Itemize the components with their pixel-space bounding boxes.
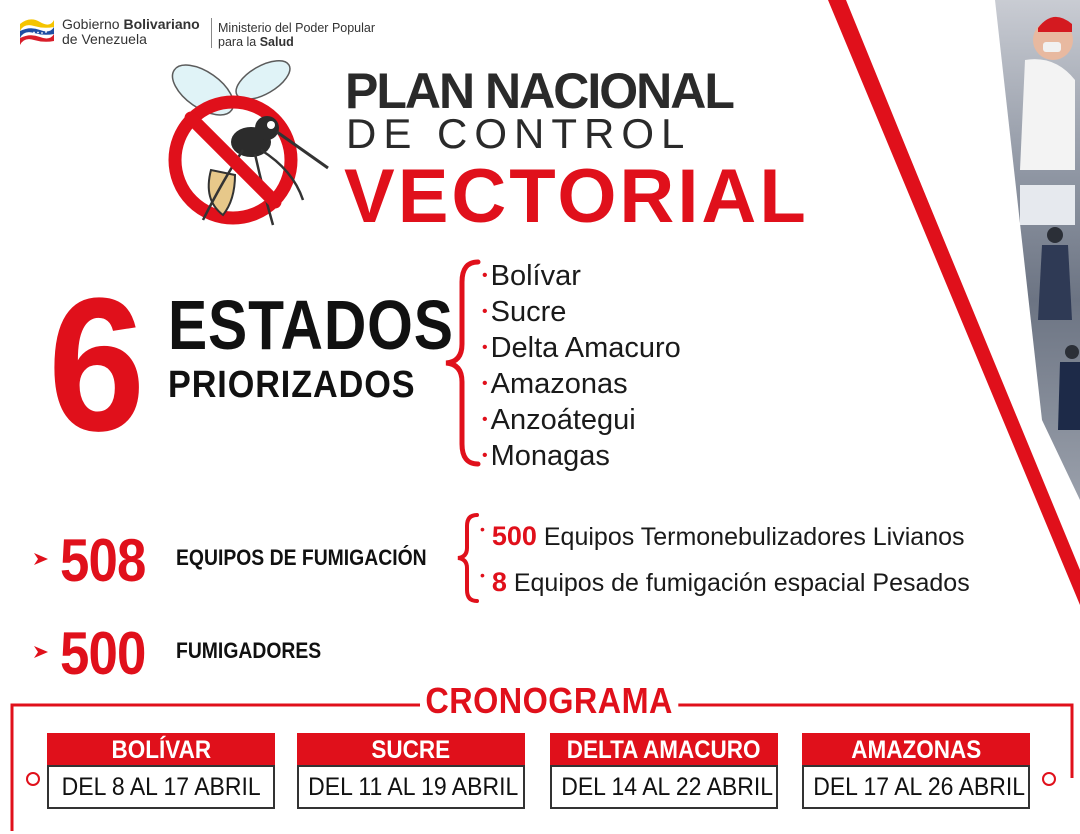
header-divider bbox=[211, 18, 212, 48]
mosquito-prohibited-icon bbox=[163, 50, 343, 230]
states-count: 6 bbox=[48, 259, 146, 471]
ministry-label: Ministerio del Poder Popular para la Salud bbox=[218, 21, 376, 49]
schedule-dates: DEL 17 AL 26 ABRIL bbox=[813, 773, 1026, 801]
states-list bbox=[482, 258, 681, 474]
schedule-card-bolivar bbox=[47, 733, 275, 813]
schedule-title: CRONOGRAMA bbox=[420, 680, 678, 722]
fumigators-label: FUMIGADORES bbox=[176, 638, 322, 663]
list-item: • Bolívar bbox=[482, 260, 581, 292]
frame-endcap bbox=[26, 772, 40, 786]
prioritized-label: PRIORIZADOS bbox=[168, 364, 416, 406]
venezuela-flag-icon bbox=[18, 14, 56, 46]
government-label: Gobierno Bolivariano de Venezuela bbox=[62, 16, 200, 47]
list-item: • Delta Amacuro bbox=[482, 332, 681, 364]
schedule-dates: DEL 8 AL 17 ABRIL bbox=[61, 773, 261, 801]
schedule-dates: DEL 11 AL 19 ABRIL bbox=[308, 773, 519, 801]
arrow-icon bbox=[34, 553, 48, 565]
schedule-state: AMAZONAS bbox=[851, 736, 981, 764]
title-line3: VECTORIAL bbox=[344, 154, 809, 239]
frame-endcap bbox=[1042, 772, 1056, 786]
title-line2: DE CONTROL bbox=[346, 110, 692, 157]
equipment-label: EQUIPOS DE FUMIGACIÓN bbox=[176, 545, 427, 570]
schedule-card-amazonas bbox=[802, 733, 1030, 813]
equipment-brace bbox=[455, 512, 481, 604]
schedule-card-sucre bbox=[297, 733, 525, 813]
list-item: • Anzoátegui bbox=[482, 404, 636, 436]
arrow-icon bbox=[34, 646, 48, 658]
states-label: ESTADOS bbox=[168, 286, 454, 364]
schedule-state: BOLÍVAR bbox=[111, 736, 211, 764]
schedule-dates: DEL 14 AL 22 ABRIL bbox=[561, 773, 774, 801]
equipment-item-heavy: • 8 Equipos de fumigación espacial Pesados bbox=[480, 567, 970, 597]
fumigators-count: 500 bbox=[60, 620, 146, 687]
schedule-state: SUCRE bbox=[371, 736, 451, 764]
schedule-state: DELTA AMACURO bbox=[567, 736, 761, 764]
equipment-item-light: • 500 Equipos Termonebulizadores Livianos bbox=[480, 521, 965, 551]
list-item: • Monagas bbox=[482, 440, 610, 472]
list-item: • Amazonas bbox=[482, 368, 628, 400]
list-item: • Sucre bbox=[482, 296, 567, 328]
equipment-count: 508 bbox=[60, 527, 146, 594]
schedule-card-delta-amacuro bbox=[550, 733, 778, 813]
title-line1: PLAN NACIONAL bbox=[345, 63, 733, 119]
states-brace bbox=[440, 258, 484, 468]
